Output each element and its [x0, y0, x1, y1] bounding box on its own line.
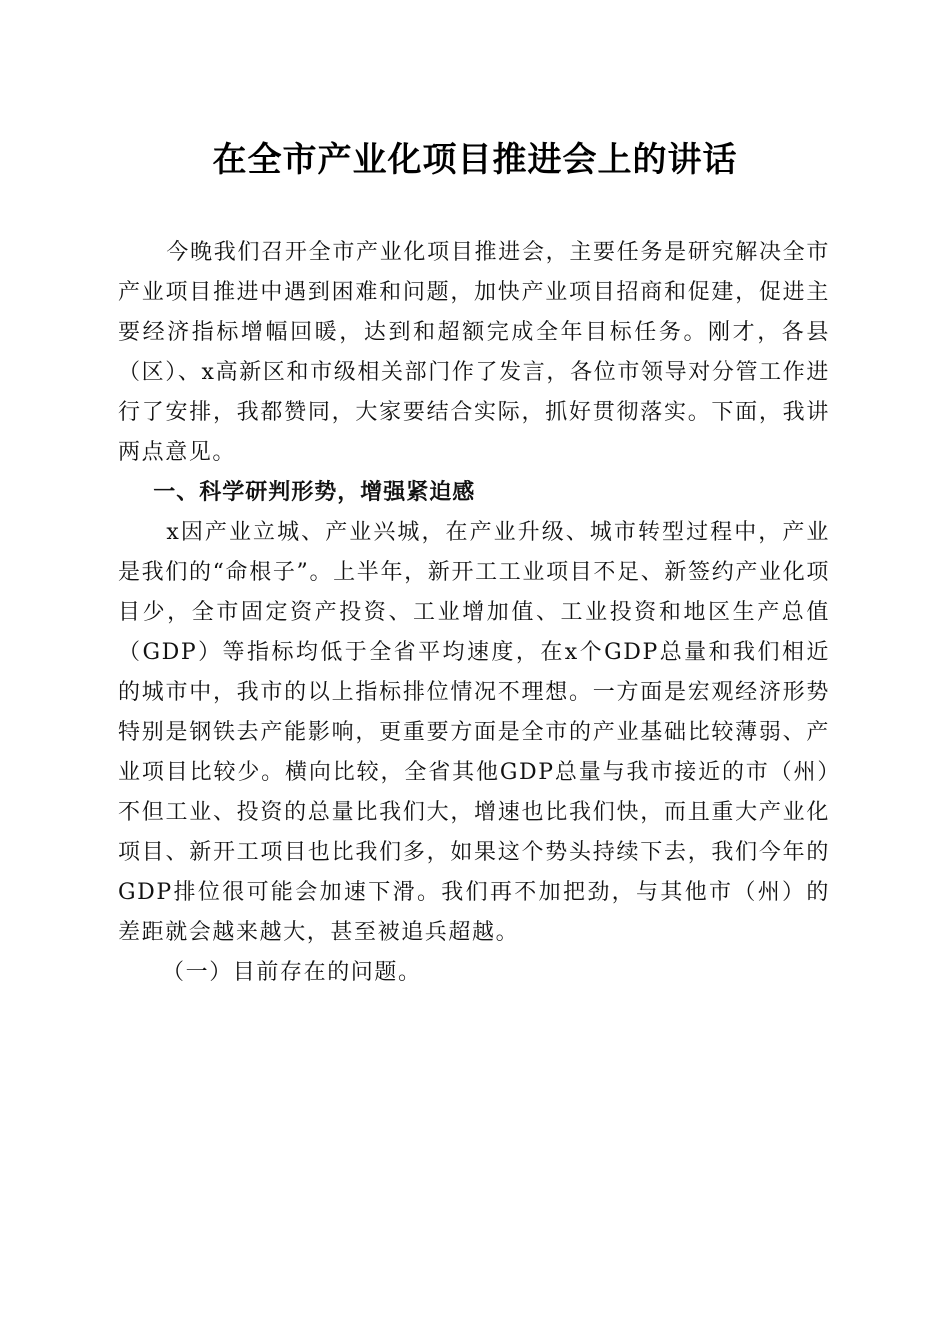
subsection-heading-1: （一）目前存在的问题。	[162, 960, 422, 985]
section-heading-1: 一、科学研判形势，增强紧迫感	[153, 480, 476, 505]
document-title: 在全市产业化项目推进会上的讲话	[212, 140, 738, 180]
document-body	[118, 233, 830, 993]
paragraph-situation: x因产业立城、产业兴城，在产业升级、城市转型过程中，产业是我们的“命根子”。上半年，新开工工业项目不足、新签约产业化项目少，全市固定资产投资、工业增加值、工业投资和地区生产总值（GDP）等指标均低于全省平均速度，在x个GDP总量和我们相近的城市中，我市的以上指标排位情况不理想。一方面是宏观经济形势特别是钢铁去产能影响，更重要方面是全市的产业基础比较薄弱、产业项目比较少。横向比较，全省其他GDP总量与我市接近的市（州）不但工业、投资的总量比我们大，增速也比我们快，而且重大产业化项目、新开工项目也比我们多，如果这个势头持续下去，我们今年的GDP排位很可能会加速下滑。我们再不加把劲，与其他市（州）的差距就会越来越大，甚至被追兵超越。	[118, 520, 830, 945]
paragraph-intro: 今晚我们召开全市产业化项目推进会，主要任务是研究解决全市产业项目推进中遇到困难和问题，加快产业项目招商和促建，促进主要经济指标增幅回暖，达到和超额完成全年目标任务。刚才，各县（区）、x高新区和市级相关部门作了发言，各位市领导对分管工作进行了安排，我都赞同，大家要结合实际，抓好贯彻落实。下面，我讲两点意见。	[118, 240, 830, 465]
